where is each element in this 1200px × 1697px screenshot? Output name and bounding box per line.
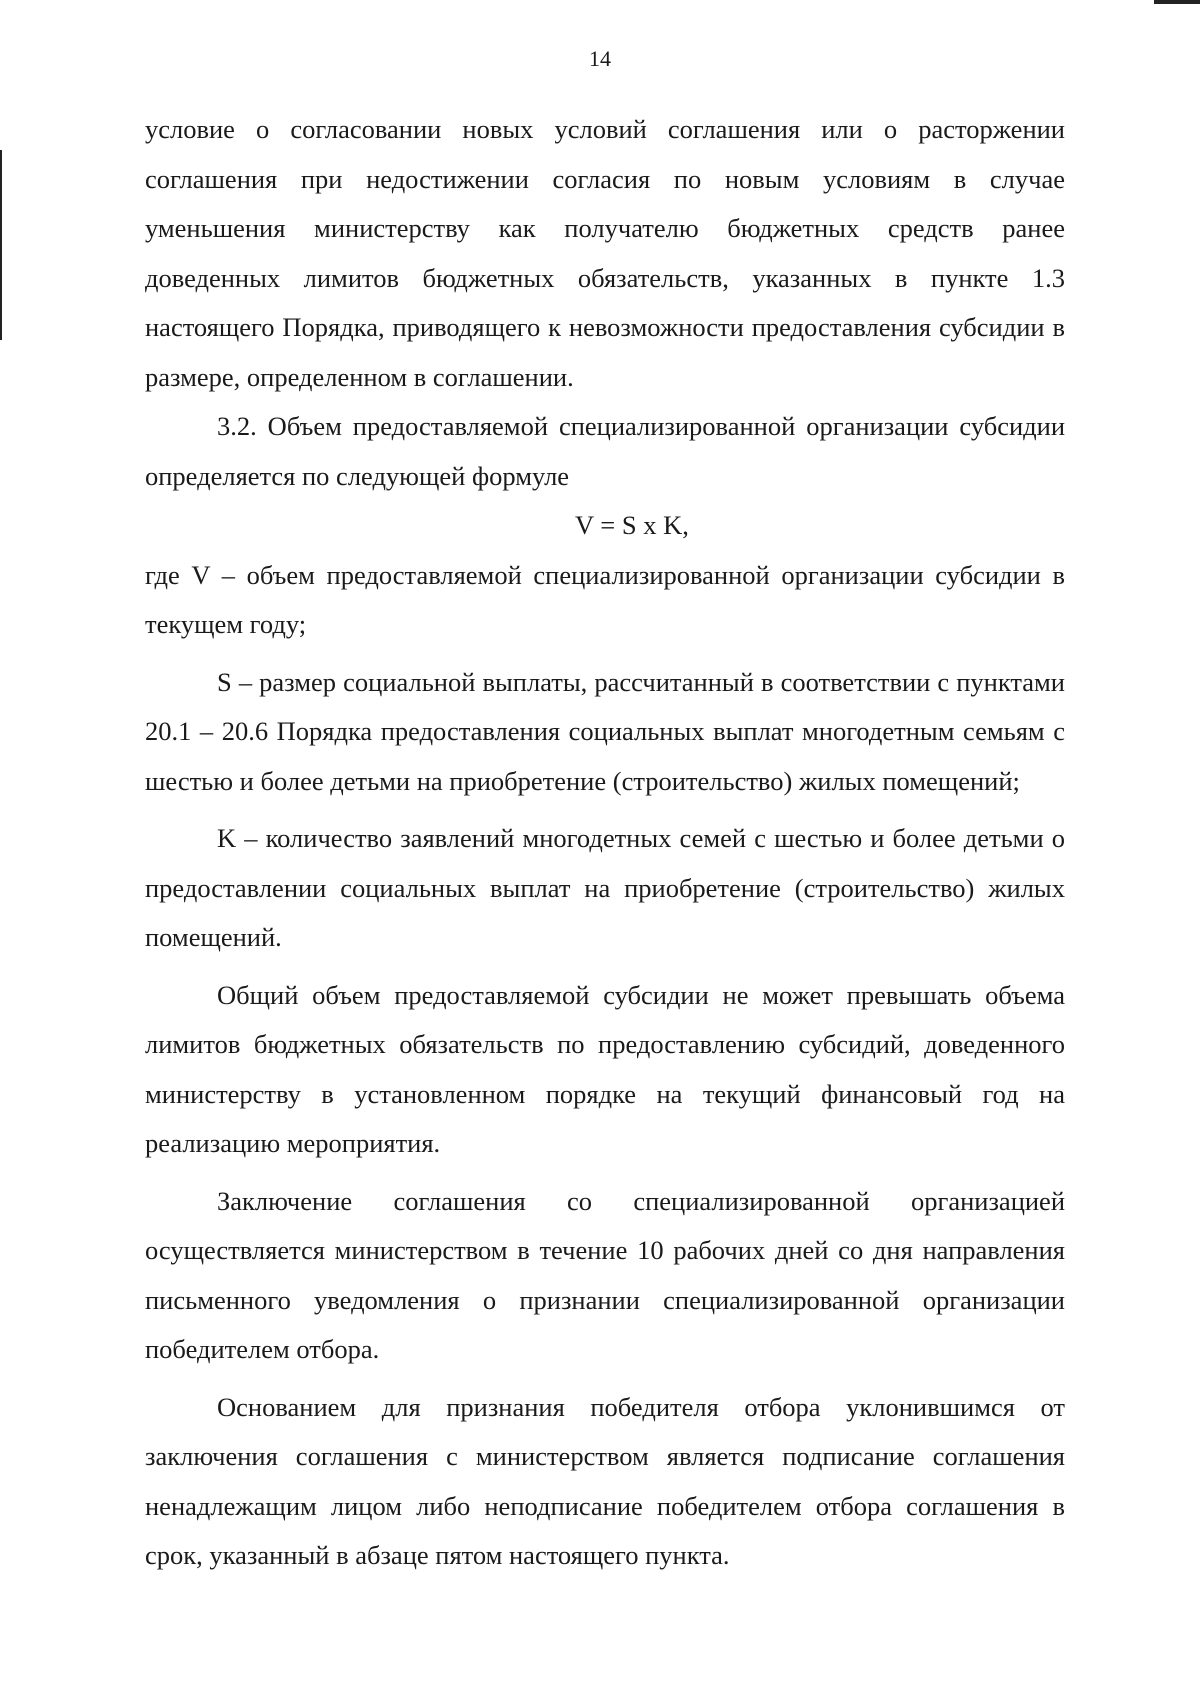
paragraph-3-2: 3.2. Объем предоставляемой специализированной организации субсидии определяется по следующей формуле (145, 411, 1065, 491)
paragraph-evasion-grounds: Основанием для признания победителя отбора уклонившимся от заключения соглашения с министерством является подписание соглашения ненадлежащим лицом либо неподписание победителем отбора соглашения в срок, указанный в абзаце пятом настоящего пункта. (145, 1391, 1065, 1570)
paragraph-definition-k: K – количество заявлений многодетных семей с шестью и более детьми о предоставлении социальных выплат на приобретение (строительство) жилых помещений. (145, 823, 1065, 952)
subsidy-formula: V = S x K, (575, 510, 689, 540)
document-body (145, 105, 1065, 1581)
paragraph-where-v: где V – объем предоставляемой специализированной организации субсидии в текущем году; (145, 559, 1065, 639)
page-number: 14 (589, 46, 611, 71)
scan-edge-mark (0, 150, 2, 340)
paragraph-total-volume: Общий объем предоставляемой субсидии не может превышать объема лимитов бюджетных обязательств по предоставлению субсидий, доведенного министерству в установленном порядке на текущий финансовый год на реализацию мероприятия. (145, 979, 1065, 1158)
paragraph-condition: условие о согласовании новых условий соглашения или о расторжении соглашения при недостижении согласия по новым условиям в случае уменьшения министерству как получателю бюджетных средств ранее доведенных лимитов бюджетных обязательств, указанных в пункте 1.3 настоящего Порядка, приводящего к невозможности предоставления субсидии в размере, определенном в соглашении. (145, 114, 1065, 392)
scan-corner-mark (1154, 0, 1200, 4)
paragraph-definition-s: S – размер социальной выплаты, рассчитанный в соответствии с пунктами 20.1 – 20.6 Порядка предоставления социальных выплат многодетным семьям с шестью и более детьми на приобретение (строительство) жилых помещений; (145, 666, 1065, 796)
paragraph-agreement-conclusion: Заключение соглашения со специализированной организацией осуществляется министерством в течение 10 рабочих дней со дня направления письменного уведомления о признании специализированной организации победителем отбора. (145, 1185, 1065, 1364)
